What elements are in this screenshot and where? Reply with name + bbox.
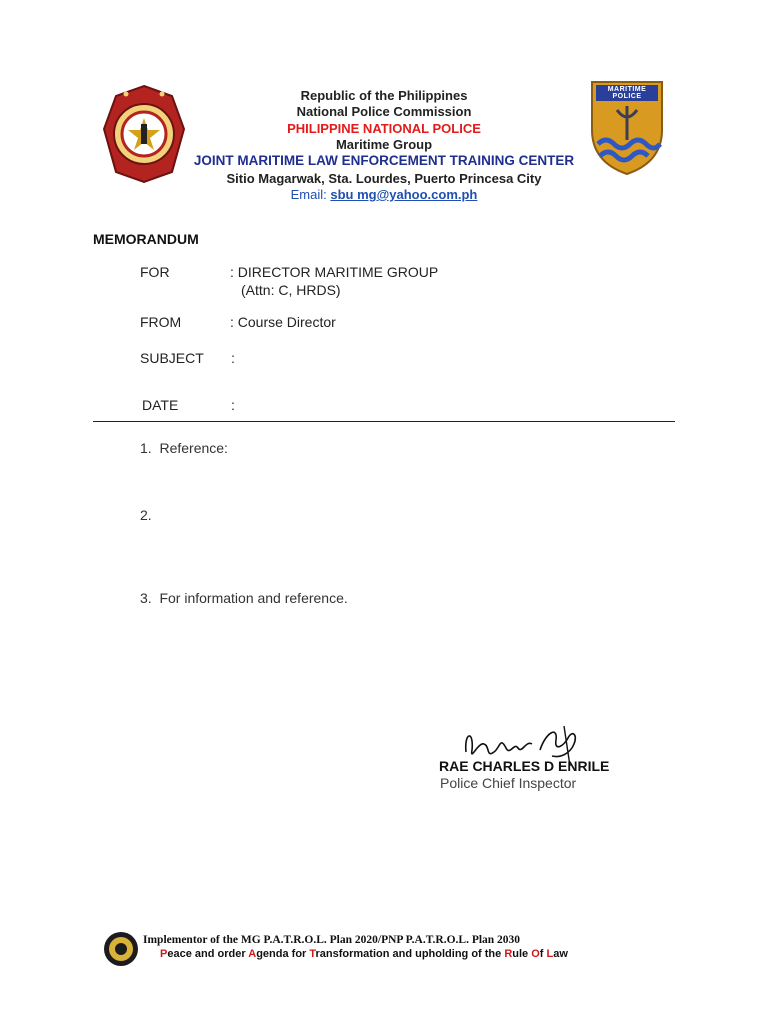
for-attn: (Attn: C, HRDS)	[241, 282, 341, 298]
header-email-line	[180, 187, 588, 203]
footer-part-3: genda for	[256, 948, 310, 960]
date-label: DATE	[142, 397, 179, 413]
from-label: FROM	[140, 314, 182, 330]
from-value: : Course Director	[230, 314, 336, 330]
pnp-seal-logo	[102, 84, 186, 184]
paragraph-1: 1. Reference:	[140, 440, 228, 456]
footer-part-O: O	[531, 948, 540, 960]
footer-part-T: T	[309, 948, 316, 960]
footer-part-5: ransformation and upholding of the	[315, 948, 505, 960]
header-divider	[93, 421, 675, 422]
header-napolcom: National Police Commission	[296, 104, 472, 119]
header-republic: Republic of the Philippines	[300, 88, 468, 103]
signatory-rank: Police Chief Inspector	[440, 775, 577, 791]
memo-title: MEMORANDUM	[93, 231, 199, 247]
paragraph-2: 2.	[140, 507, 152, 523]
maritime-police-shield-logo	[590, 80, 664, 176]
subject-label: SUBJECT	[140, 350, 204, 366]
for-value: : DIRECTOR MARITIME GROUP	[230, 264, 439, 280]
header-address: Sitio Magarwak, Sta. Lourdes, Puerto Princesa City	[226, 171, 542, 186]
paragraph-3: 3. For information and reference.	[140, 590, 348, 606]
for-label: FOR	[140, 264, 170, 280]
footer-part-P: P	[160, 948, 168, 960]
footer-part-1: eace and order	[167, 948, 249, 960]
footer-patrol-acronym-line	[160, 948, 568, 960]
footer-part-A: A	[248, 948, 257, 960]
date-value: :	[231, 397, 235, 413]
signatory-name: RAE CHARLES D ENRILE	[439, 758, 610, 774]
header-training-center: JOINT MARITIME LAW ENFORCEMENT TRAINING CENTER	[193, 153, 575, 168]
email-label: Email:	[290, 187, 327, 202]
footer-part-L: L	[546, 948, 554, 960]
footer-seal-logo	[103, 931, 139, 967]
email-link[interactable]: sbu mg@yahoo.com.ph	[330, 187, 478, 202]
footer-implementor-line: Implementor of the MG P.A.T.R.O.L. Plan 2020/PNP P.A.T.R.O.L. Plan 2030	[143, 934, 521, 946]
maritime-police-badge-text: MARITIME POLICE	[607, 86, 647, 100]
footer-part-R: R	[504, 948, 513, 960]
footer-part-9: f	[539, 948, 547, 960]
header-pnp: PHILIPPINE NATIONAL POLICE	[287, 121, 481, 136]
subject-value: :	[231, 350, 235, 366]
footer-part-7: ule	[512, 948, 532, 960]
header-maritime-group: Maritime Group	[335, 137, 433, 152]
footer-part-11: aw	[553, 948, 568, 960]
